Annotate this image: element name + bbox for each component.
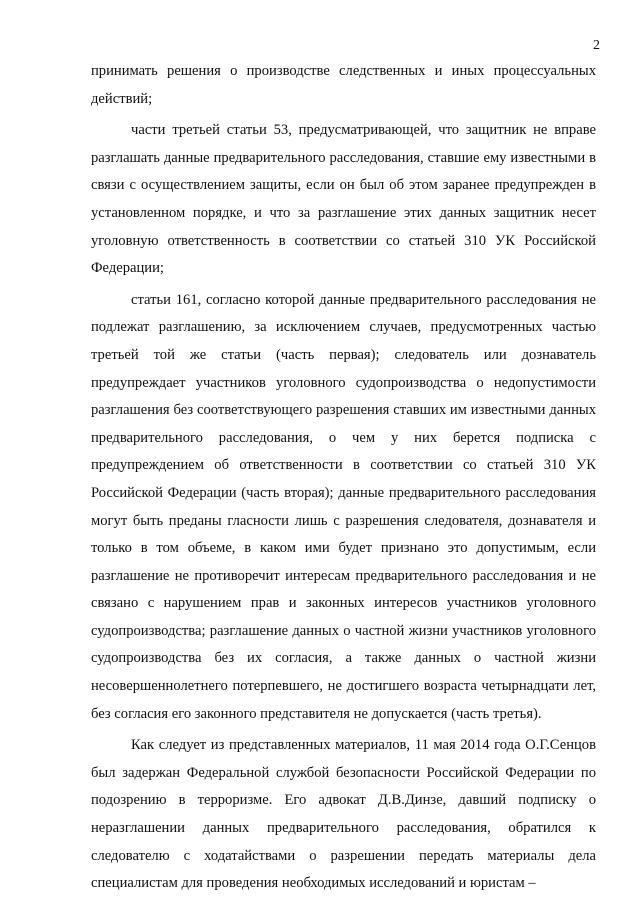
paragraph-article-53: части третьей статьи 53, предусматривающей, что защитник не вправе разглашать данные предварительного расследования, ставшие ему известными в связи с осуществлением защиты, если он был об этом заранее предупрежден в установленном порядке, и что за разглашение этих данных защитник несет уголовную ответственность в соответствии со статьей 310 УК Российской Федерации; <box>91 122 596 277</box>
document-body <box>91 58 596 902</box>
paragraph-case-facts: Как следует из представленных материалов, 11 мая 2014 года О.Г.Сенцов был задержан Федеральной службой безопасности Российской Федерации по подозрению в терроризме. Его адвокат Д.В.Динзе, давший подписку о неразглашении данных предварительного расследования, обратился к следователю с ходатайствами о разрешении передать материалы дела специалистам для проведения необходимых исследований и юристам – <box>91 737 596 892</box>
paragraph-continuation: принимать решения о производстве следственных и иных процессуальных действий; <box>91 63 596 107</box>
paragraph-article-161: статьи 161, согласно которой данные предварительного расследования не подлежат разглашению, за исключением случаев, предусмотренных частью третьей той же статьи (часть первая); следователь или дознаватель предупреждает участников уголовного судопроизводства о недопустимости разглашения без соответствующего разрешения ставших им известными данных предварительного расследования, о чем у них берется подписка с предупреждением об ответственности в соответствии со статьей 310 УК Российской Федерации (часть вторая); данные предварительного расследования могут быть преданы гласности лишь с разрешения следователя, дознавателя и только в том объеме, в каком ими будет признано это допустимым, если разглашение не противоречит интересам предварительного расследования и не связано с нарушением прав и законных интересов участников уголовного судопроизводства; разглашение данных о частной жизни участников уголовного судопроизводства без их согласия, а также данных о частной жизни несовершеннолетнего потерпевшего, не достигшего возраста четырнадцати лет, без согласия его законного представителя не допускается (часть третья). <box>91 291 596 722</box>
page-number: 2 <box>593 38 600 53</box>
